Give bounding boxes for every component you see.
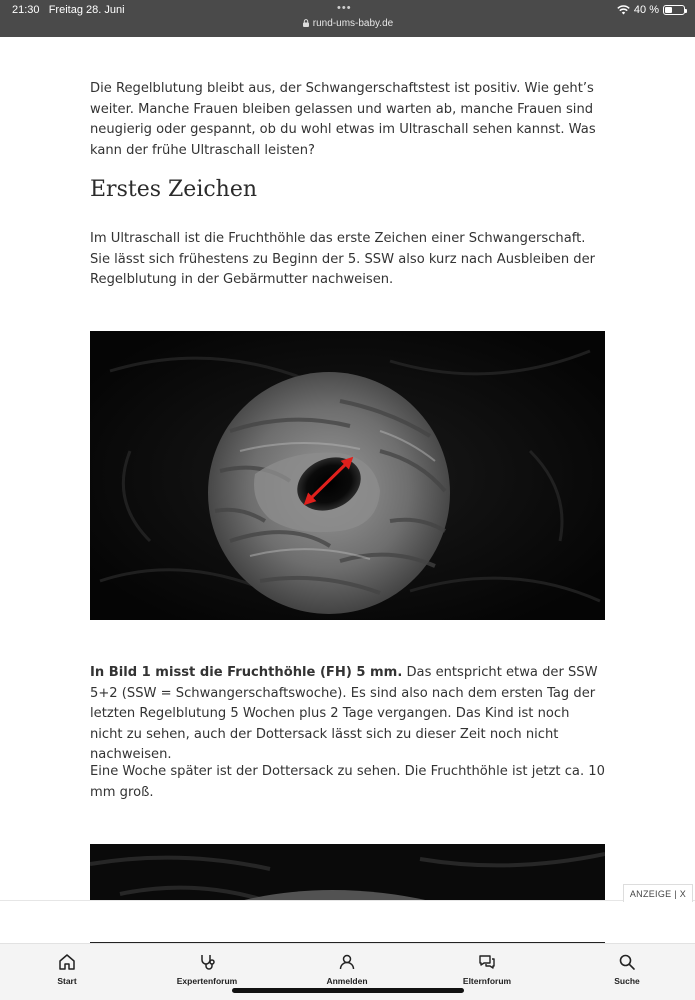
intro-paragraph: Die Regelblutung bleibt aus, der Schwangerschaftstest ist positiv. Wie geht’s weiter. Manche Frauen bleiben gelassen und warten ab, manche Frauen sind neugierig oder gespannt, ob du wohl etwas im Ultraschall sehen kannst. Was kann der frühe Ultraschall leisten? bbox=[90, 81, 596, 158]
ultrasound-image-1[interactable] bbox=[90, 331, 605, 620]
section-heading: Erstes Zeichen bbox=[90, 177, 258, 202]
status-bar bbox=[0, 0, 695, 37]
ad-close-label[interactable]: ANZEIGE | X bbox=[623, 884, 693, 902]
battery-percent: 40 % bbox=[633, 4, 659, 16]
nav-start[interactable] bbox=[7, 952, 127, 986]
battery-icon bbox=[663, 5, 685, 15]
paragraph-dottersack: Eine Woche später ist der Dottersack zu sehen. Die Fruchthöhle ist jetzt ca. 10 mm groß. bbox=[90, 764, 605, 800]
status-indicators bbox=[617, 4, 685, 16]
stethoscope-icon bbox=[197, 952, 217, 972]
tab-dots-icon[interactable]: ••• bbox=[337, 2, 352, 14]
wifi-icon bbox=[617, 5, 630, 15]
lock-icon bbox=[302, 19, 310, 27]
url-text: rund-ums-baby.de bbox=[312, 18, 394, 29]
chat-bubbles-icon bbox=[477, 952, 497, 972]
status-date: Freitag 28. Juni bbox=[48, 4, 125, 16]
nav-expertenforum-label: Expertenforum bbox=[176, 976, 238, 986]
home-indicator[interactable] bbox=[232, 988, 464, 993]
nav-expertenforum[interactable] bbox=[147, 952, 267, 986]
nav-anmelden[interactable] bbox=[287, 952, 407, 986]
nav-start-label: Start bbox=[57, 976, 77, 986]
user-icon bbox=[337, 952, 357, 972]
paragraph-erstes-zeichen: Im Ultraschall ist die Fruchthöhle das erste Zeichen einer Schwangerschaft. Sie lässt sich frühestens zu Beginn der 5. SSW also kurz nach Ausbleiben der Regelblutung in der Gebärmutter nachweisen. bbox=[90, 231, 596, 287]
paragraph-bild-1 bbox=[90, 663, 605, 766]
nav-suche-label: Suche bbox=[614, 976, 640, 986]
paragraph-bild-1-bold: In Bild 1 misst die Fruchthöhle (FH) 5 mm. bbox=[90, 665, 403, 680]
nav-suche[interactable] bbox=[567, 952, 687, 986]
ad-banner[interactable] bbox=[0, 900, 695, 943]
paragraph-bild-1-rest: Das entspricht etwa der SSW 5+2 (SSW = Schwangerschaftswoche). Es sind also nach dem ersten Tag der letzten Regelblutung 5 Wochen plus 2 Tage vergangen. Das Kind ist noch nicht zu sehen, auch der Dottersack lässt sich zu dieser Zeit noch nicht nachweisen. bbox=[90, 665, 598, 762]
home-icon bbox=[57, 952, 77, 972]
nav-elternforum-label: Elternforum bbox=[462, 976, 512, 986]
ultrasound-image-1-graphic bbox=[90, 331, 605, 620]
status-time: 21:30 Freitag 28. Juni bbox=[12, 4, 125, 16]
ultrasound-image-2[interactable] bbox=[90, 844, 605, 901]
search-icon bbox=[617, 952, 637, 972]
address-bar[interactable] bbox=[0, 18, 695, 29]
ultrasound-image-2-graphic bbox=[90, 844, 605, 901]
nav-elternforum[interactable] bbox=[427, 952, 547, 986]
nav-anmelden-label: Anmelden bbox=[326, 976, 368, 986]
